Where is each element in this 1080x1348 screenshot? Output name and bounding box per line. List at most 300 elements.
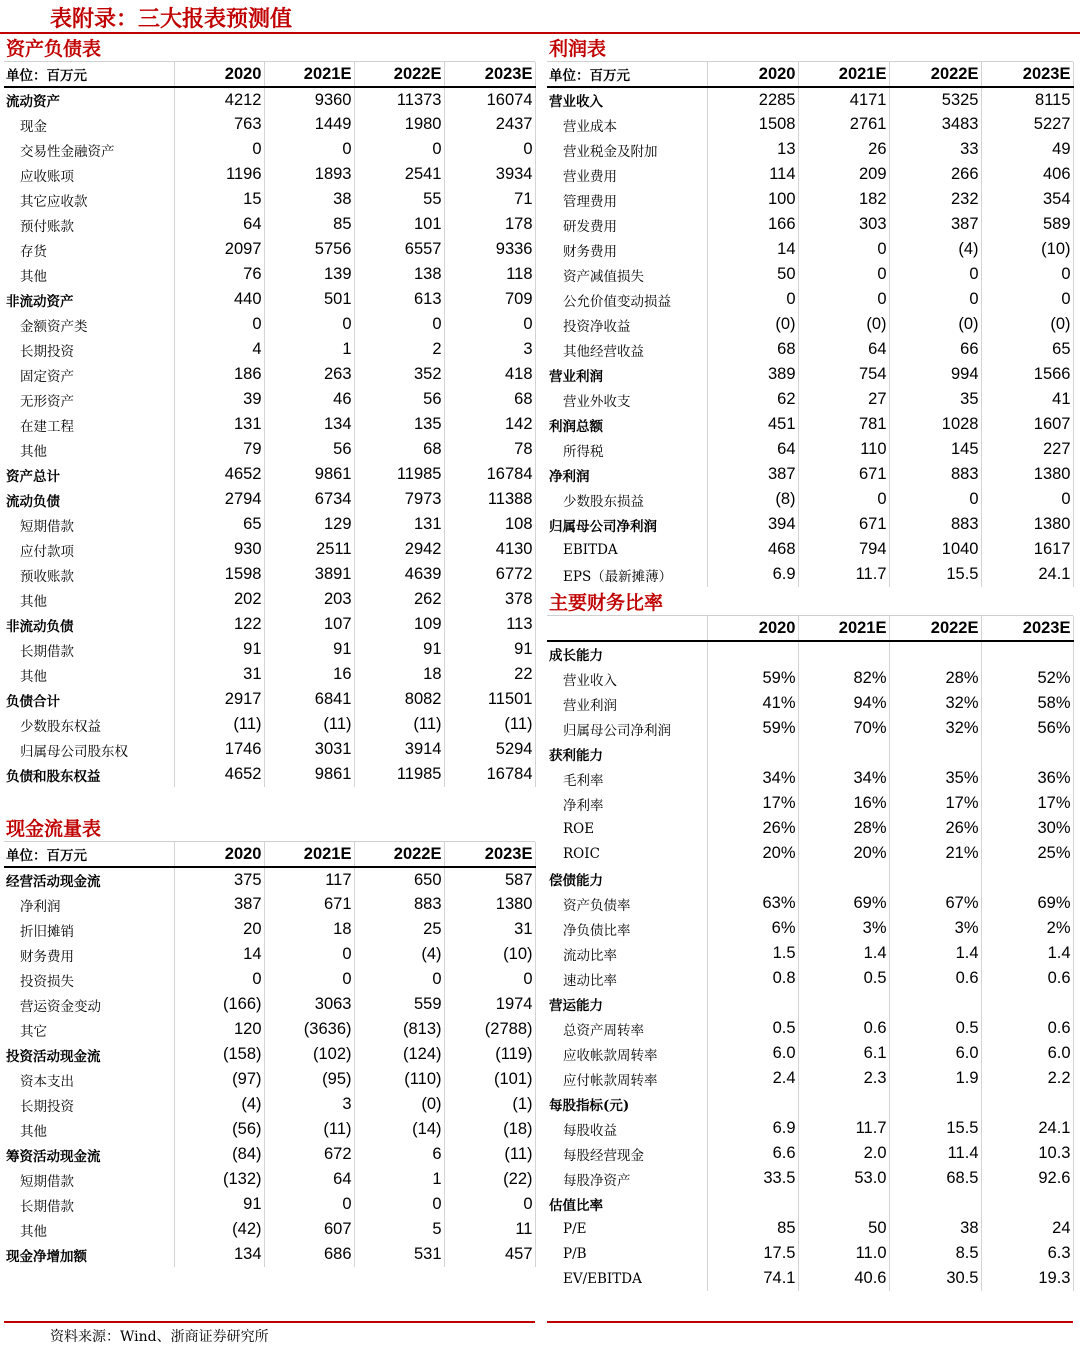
row-value: 389 bbox=[707, 362, 798, 387]
row-value: 65 bbox=[174, 512, 264, 537]
row-value bbox=[707, 741, 798, 766]
table-row bbox=[4, 462, 535, 487]
row-value: 30.5 bbox=[889, 1266, 981, 1291]
row-value: 3% bbox=[798, 916, 889, 941]
row-value: 186 bbox=[174, 362, 264, 387]
table-row bbox=[4, 587, 535, 612]
row-value bbox=[889, 1091, 981, 1116]
row-value: 39 bbox=[174, 387, 264, 412]
row-value: 3031 bbox=[264, 737, 354, 762]
row-value: 994 bbox=[889, 362, 981, 387]
row-value: 108 bbox=[444, 512, 535, 537]
row-value: 3 bbox=[264, 1092, 354, 1117]
row-value: 131 bbox=[174, 412, 264, 437]
row-value: 9360 bbox=[264, 87, 354, 112]
row-value: 2.2 bbox=[981, 1066, 1073, 1091]
row-value: 1.4 bbox=[889, 941, 981, 966]
row-value: 68 bbox=[444, 387, 535, 412]
table-row bbox=[4, 237, 535, 262]
row-label: 其他 bbox=[4, 662, 174, 687]
row-value: 3483 bbox=[889, 112, 981, 137]
row-value: 16784 bbox=[444, 762, 535, 787]
row-value: 120 bbox=[174, 1017, 264, 1042]
row-label: 投资损失 bbox=[4, 967, 174, 992]
table-row bbox=[547, 816, 1073, 841]
table-row bbox=[547, 866, 1073, 891]
row-value: 6.3 bbox=[981, 1241, 1073, 1266]
row-label: 营业收入 bbox=[547, 666, 707, 691]
year-header: 2020 bbox=[707, 616, 798, 641]
row-value: 0.8 bbox=[707, 966, 798, 991]
table-row bbox=[4, 1242, 535, 1267]
row-label: 现金净增加额 bbox=[4, 1242, 174, 1267]
table-row bbox=[4, 112, 535, 137]
table-row bbox=[547, 1041, 1073, 1066]
row-value: 0 bbox=[264, 1192, 354, 1217]
row-value: (95) bbox=[264, 1067, 354, 1092]
table-row bbox=[4, 1192, 535, 1217]
row-value: 6.1 bbox=[798, 1041, 889, 1066]
row-value bbox=[707, 991, 798, 1016]
year-header: 2021E bbox=[264, 62, 354, 87]
row-value: 7973 bbox=[354, 487, 444, 512]
row-value: 650 bbox=[354, 867, 444, 892]
row-label: 财务费用 bbox=[4, 942, 174, 967]
row-value: 142 bbox=[444, 412, 535, 437]
row-label: 在建工程 bbox=[4, 412, 174, 437]
table-row bbox=[547, 991, 1073, 1016]
table-row bbox=[4, 917, 535, 942]
row-value: 11.0 bbox=[798, 1241, 889, 1266]
row-label: 其他 bbox=[4, 587, 174, 612]
row-value: 2.4 bbox=[707, 1066, 798, 1091]
table-row bbox=[4, 867, 535, 892]
row-value: (11) bbox=[444, 1142, 535, 1167]
row-value: 35% bbox=[889, 766, 981, 791]
row-value: 451 bbox=[707, 412, 798, 437]
row-value: 117 bbox=[264, 867, 354, 892]
row-value: 82% bbox=[798, 666, 889, 691]
row-value bbox=[981, 991, 1073, 1016]
row-value: 114 bbox=[707, 162, 798, 187]
row-value: 0.6 bbox=[889, 966, 981, 991]
row-label: 少数股东损益 bbox=[547, 487, 707, 512]
row-value: 0 bbox=[981, 487, 1073, 512]
row-value: 67% bbox=[889, 891, 981, 916]
row-label: 应付帐款周转率 bbox=[547, 1066, 707, 1091]
row-label: 营业税金及附加 bbox=[547, 137, 707, 162]
row-value bbox=[981, 1191, 1073, 1216]
row-value: 8115 bbox=[981, 87, 1073, 112]
row-value: 11373 bbox=[354, 87, 444, 112]
table-row bbox=[547, 966, 1073, 991]
row-value: 0 bbox=[264, 137, 354, 162]
row-label: 长期投资 bbox=[4, 337, 174, 362]
row-value: (22) bbox=[444, 1167, 535, 1192]
row-value: 134 bbox=[264, 412, 354, 437]
row-value: 91 bbox=[174, 637, 264, 662]
row-value: (4) bbox=[354, 942, 444, 967]
row-value: (102) bbox=[264, 1042, 354, 1067]
row-value: 85 bbox=[264, 212, 354, 237]
row-value: 68 bbox=[707, 337, 798, 362]
table-row bbox=[4, 662, 535, 687]
row-value: 501 bbox=[264, 287, 354, 312]
table-row bbox=[4, 162, 535, 187]
row-value: 76 bbox=[174, 262, 264, 287]
row-value: 35 bbox=[889, 387, 981, 412]
row-value: (101) bbox=[444, 1067, 535, 1092]
row-value: 394 bbox=[707, 512, 798, 537]
row-value: 671 bbox=[798, 462, 889, 487]
row-value: (8) bbox=[707, 487, 798, 512]
row-value: 8082 bbox=[354, 687, 444, 712]
row-value: 24 bbox=[981, 1216, 1073, 1241]
row-value: 91 bbox=[264, 637, 354, 662]
row-value: 0 bbox=[444, 1192, 535, 1217]
row-value: 686 bbox=[264, 1242, 354, 1267]
row-value: 1196 bbox=[174, 162, 264, 187]
row-label: 现金 bbox=[4, 112, 174, 137]
row-label: 每股经营现金 bbox=[547, 1141, 707, 1166]
row-value: 0 bbox=[444, 967, 535, 992]
row-value: 50 bbox=[707, 262, 798, 287]
row-value: 354 bbox=[981, 187, 1073, 212]
row-value: 1.5 bbox=[707, 941, 798, 966]
row-value: 31 bbox=[174, 662, 264, 687]
row-value: (1) bbox=[444, 1092, 535, 1117]
row-value: 26% bbox=[707, 816, 798, 841]
row-value: 4652 bbox=[174, 462, 264, 487]
row-value: 4130 bbox=[444, 537, 535, 562]
row-value: 46 bbox=[264, 387, 354, 412]
row-value: 25% bbox=[981, 841, 1073, 866]
row-value: 0 bbox=[354, 137, 444, 162]
row-value: 34% bbox=[798, 766, 889, 791]
row-value: (97) bbox=[174, 1067, 264, 1092]
row-value: 387 bbox=[889, 212, 981, 237]
row-value: 15.5 bbox=[889, 562, 981, 587]
row-value: (11) bbox=[174, 712, 264, 737]
table-row bbox=[4, 1042, 535, 1067]
row-label: 筹资活动现金流 bbox=[4, 1142, 174, 1167]
table-row bbox=[4, 687, 535, 712]
table-row bbox=[4, 712, 535, 737]
row-label: 少数股东权益 bbox=[4, 712, 174, 737]
income-statement-table bbox=[547, 62, 1074, 587]
table-row bbox=[547, 312, 1073, 337]
row-value: 24.1 bbox=[981, 562, 1073, 587]
table-row bbox=[4, 737, 535, 762]
row-value: 0.5 bbox=[889, 1016, 981, 1041]
row-label: 长期借款 bbox=[4, 1192, 174, 1217]
table-row bbox=[547, 1016, 1073, 1041]
row-value: (110) bbox=[354, 1067, 444, 1092]
table-row bbox=[547, 362, 1073, 387]
row-label: 资产负债率 bbox=[547, 891, 707, 916]
row-value: 131 bbox=[354, 512, 444, 537]
row-value: 138 bbox=[354, 262, 444, 287]
row-value: (4) bbox=[889, 237, 981, 262]
ratios-table bbox=[547, 616, 1074, 1291]
row-value: (18) bbox=[444, 1117, 535, 1142]
row-value: 1449 bbox=[264, 112, 354, 137]
row-value: 9861 bbox=[264, 762, 354, 787]
row-value: 6841 bbox=[264, 687, 354, 712]
row-value: 0.6 bbox=[798, 1016, 889, 1041]
row-label: 流动比率 bbox=[547, 941, 707, 966]
row-value: 18 bbox=[354, 662, 444, 687]
table-row bbox=[4, 287, 535, 312]
row-value: 232 bbox=[889, 187, 981, 212]
row-label: 资产减值损失 bbox=[547, 262, 707, 287]
source-note: 资料来源：Wind、浙商证券研究所 bbox=[50, 1329, 269, 1345]
table-row bbox=[4, 387, 535, 412]
row-value: (0) bbox=[707, 312, 798, 337]
row-value: 91 bbox=[354, 637, 444, 662]
row-value: 0 bbox=[354, 1192, 444, 1217]
table-row bbox=[4, 212, 535, 237]
row-value: (42) bbox=[174, 1217, 264, 1242]
row-label: 利润总额 bbox=[547, 412, 707, 437]
table-row bbox=[547, 891, 1073, 916]
row-value: 6.6 bbox=[707, 1141, 798, 1166]
table-row bbox=[547, 1116, 1073, 1141]
row-label: 财务费用 bbox=[547, 237, 707, 262]
row-value: 263 bbox=[264, 362, 354, 387]
row-label: 交易性金融资产 bbox=[4, 137, 174, 162]
row-value: 101 bbox=[354, 212, 444, 237]
row-value: 5756 bbox=[264, 237, 354, 262]
year-header: 2023E bbox=[981, 616, 1073, 641]
row-value bbox=[981, 1091, 1073, 1116]
row-label: 其他 bbox=[4, 1217, 174, 1242]
row-value: 13 bbox=[707, 137, 798, 162]
row-value: 2 bbox=[354, 337, 444, 362]
row-value: 9861 bbox=[264, 462, 354, 487]
row-label: 营业收入 bbox=[547, 87, 707, 112]
row-label: 营业利润 bbox=[547, 362, 707, 387]
row-value: (11) bbox=[354, 712, 444, 737]
year-header: 2021E bbox=[798, 616, 889, 641]
row-value bbox=[798, 1191, 889, 1216]
row-value bbox=[798, 866, 889, 891]
row-value: (10) bbox=[981, 237, 1073, 262]
table-row bbox=[4, 892, 535, 917]
table-row bbox=[4, 762, 535, 787]
row-value: 0.6 bbox=[981, 966, 1073, 991]
header-row bbox=[4, 842, 535, 867]
row-label: P/E bbox=[547, 1216, 707, 1241]
table-row bbox=[547, 666, 1073, 691]
row-value: 62 bbox=[707, 387, 798, 412]
row-value: 2437 bbox=[444, 112, 535, 137]
row-value: 20% bbox=[798, 841, 889, 866]
row-label: 毛利率 bbox=[547, 766, 707, 791]
row-value: 1617 bbox=[981, 537, 1073, 562]
row-value: 1 bbox=[354, 1167, 444, 1192]
table-row bbox=[547, 1141, 1073, 1166]
row-value: 0 bbox=[354, 967, 444, 992]
row-label: 速动比率 bbox=[547, 966, 707, 991]
row-value: 0 bbox=[889, 487, 981, 512]
row-value: 457 bbox=[444, 1242, 535, 1267]
row-value: 6% bbox=[707, 916, 798, 941]
table-row bbox=[547, 287, 1073, 312]
row-value: 92.6 bbox=[981, 1166, 1073, 1191]
row-value: 0 bbox=[798, 287, 889, 312]
row-value: 387 bbox=[174, 892, 264, 917]
row-value: 1566 bbox=[981, 362, 1073, 387]
unit-label: 单位：百万元 bbox=[4, 62, 174, 87]
row-value: 1.4 bbox=[798, 941, 889, 966]
row-value: 6.0 bbox=[889, 1041, 981, 1066]
row-value: 69% bbox=[798, 891, 889, 916]
table-row bbox=[547, 941, 1073, 966]
row-value: 94% bbox=[798, 691, 889, 716]
row-label: 折旧摊销 bbox=[4, 917, 174, 942]
table-row bbox=[4, 437, 535, 462]
row-value: (14) bbox=[354, 1117, 444, 1142]
row-value: 5227 bbox=[981, 112, 1073, 137]
row-value: 34% bbox=[707, 766, 798, 791]
table-row bbox=[4, 362, 535, 387]
row-value: 4 bbox=[174, 337, 264, 362]
table-row bbox=[547, 137, 1073, 162]
row-value: 107 bbox=[264, 612, 354, 637]
row-value: 41 bbox=[981, 387, 1073, 412]
table-row bbox=[547, 766, 1073, 791]
row-value: 763 bbox=[174, 112, 264, 137]
row-value: (11) bbox=[264, 712, 354, 737]
unit-label: 单位：百万元 bbox=[4, 842, 174, 867]
unit-label: 单位：百万元 bbox=[547, 62, 707, 87]
page-title: 表附录：三大报表预测值 bbox=[50, 6, 293, 32]
row-value: 11985 bbox=[354, 462, 444, 487]
table-row bbox=[547, 237, 1073, 262]
row-value: (132) bbox=[174, 1167, 264, 1192]
row-value: 3 bbox=[444, 337, 535, 362]
row-value: 14 bbox=[174, 942, 264, 967]
table-row bbox=[4, 562, 535, 587]
row-value: (4) bbox=[174, 1092, 264, 1117]
row-label: ROE bbox=[547, 816, 707, 841]
header-row bbox=[547, 62, 1073, 87]
row-label: 偿债能力 bbox=[547, 866, 707, 891]
table-row bbox=[547, 337, 1073, 362]
table-row bbox=[547, 741, 1073, 766]
row-value: 1746 bbox=[174, 737, 264, 762]
row-value: 38 bbox=[889, 1216, 981, 1241]
row-value bbox=[981, 741, 1073, 766]
row-value: 20% bbox=[707, 841, 798, 866]
table-row bbox=[547, 87, 1073, 112]
row-value: 100 bbox=[707, 187, 798, 212]
row-value: 53.0 bbox=[798, 1166, 889, 1191]
row-value: 68 bbox=[354, 437, 444, 462]
row-value: 4212 bbox=[174, 87, 264, 112]
row-value: 1508 bbox=[707, 112, 798, 137]
row-label: 预收账款 bbox=[4, 562, 174, 587]
row-value: 56 bbox=[264, 437, 354, 462]
row-label: 所得税 bbox=[547, 437, 707, 462]
row-value: 406 bbox=[981, 162, 1073, 187]
row-value: 14 bbox=[707, 237, 798, 262]
row-value: 0 bbox=[174, 312, 264, 337]
row-value: 40.6 bbox=[798, 1266, 889, 1291]
row-value: 387 bbox=[707, 462, 798, 487]
row-value: 0 bbox=[264, 942, 354, 967]
row-value: 6557 bbox=[354, 237, 444, 262]
row-label: 负债和股东权益 bbox=[4, 762, 174, 787]
row-value: 129 bbox=[264, 512, 354, 537]
row-value: 32% bbox=[889, 691, 981, 716]
row-value: (0) bbox=[981, 312, 1073, 337]
row-value: 68.5 bbox=[889, 1166, 981, 1191]
row-value: (0) bbox=[889, 312, 981, 337]
row-value: 71 bbox=[444, 187, 535, 212]
row-value bbox=[707, 641, 798, 666]
row-label: 非流动资产 bbox=[4, 287, 174, 312]
row-value bbox=[981, 641, 1073, 666]
cash-flow-title: 现金流量表 bbox=[4, 816, 535, 842]
row-value bbox=[889, 641, 981, 666]
table-row bbox=[547, 1091, 1073, 1116]
row-value: 31 bbox=[444, 917, 535, 942]
row-value bbox=[707, 1091, 798, 1116]
row-value: 91 bbox=[174, 1192, 264, 1217]
table-row bbox=[4, 537, 535, 562]
year-header: 2021E bbox=[798, 62, 889, 87]
row-value bbox=[981, 866, 1073, 891]
row-label: 其他 bbox=[4, 262, 174, 287]
row-value: (11) bbox=[444, 712, 535, 737]
row-label: 短期借款 bbox=[4, 512, 174, 537]
row-label: P/B bbox=[547, 1241, 707, 1266]
table-row bbox=[4, 612, 535, 637]
row-value: 709 bbox=[444, 287, 535, 312]
row-value: 6.9 bbox=[707, 1116, 798, 1141]
table-row bbox=[4, 1167, 535, 1192]
row-value: 64 bbox=[798, 337, 889, 362]
row-label: 每股净资产 bbox=[547, 1166, 707, 1191]
row-value: 0.5 bbox=[707, 1016, 798, 1041]
row-value: 79 bbox=[174, 437, 264, 462]
row-value: 1893 bbox=[264, 162, 354, 187]
row-value: 3063 bbox=[264, 992, 354, 1017]
year-header: 2022E bbox=[354, 842, 444, 867]
row-value: 91 bbox=[444, 637, 535, 662]
row-label: 获利能力 bbox=[547, 741, 707, 766]
row-value: 64 bbox=[707, 437, 798, 462]
row-value: 56 bbox=[354, 387, 444, 412]
row-value: 2.0 bbox=[798, 1141, 889, 1166]
table-row bbox=[547, 212, 1073, 237]
row-label: EPS（最新摊薄） bbox=[547, 562, 707, 587]
table-row bbox=[4, 337, 535, 362]
row-label: 预付账款 bbox=[4, 212, 174, 237]
row-value: 6.0 bbox=[707, 1041, 798, 1066]
row-value: 0.5 bbox=[798, 966, 889, 991]
row-value: 17% bbox=[889, 791, 981, 816]
row-value: (2788) bbox=[444, 1017, 535, 1042]
row-value: 0 bbox=[707, 287, 798, 312]
row-value: 109 bbox=[354, 612, 444, 637]
row-label: 存货 bbox=[4, 237, 174, 262]
row-value: 63% bbox=[707, 891, 798, 916]
row-label: 投资净收益 bbox=[547, 312, 707, 337]
row-value: (158) bbox=[174, 1042, 264, 1067]
